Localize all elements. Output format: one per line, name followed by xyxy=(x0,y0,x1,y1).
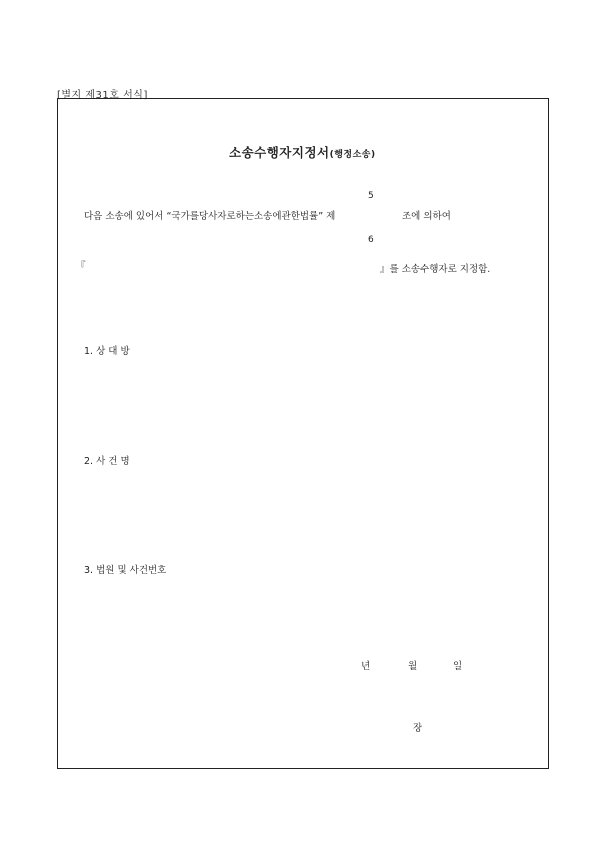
sub-number: 6 xyxy=(368,235,374,245)
date-month: 월 xyxy=(408,661,418,672)
statement-line-1-suffix: 조에 의하여 xyxy=(402,211,451,222)
document-title xyxy=(229,143,376,161)
form-label: [별지 제31호 서식] xyxy=(57,90,148,101)
article-number: 5 xyxy=(368,191,374,201)
form-frame xyxy=(57,98,549,769)
date-year: 년 xyxy=(361,661,371,672)
designee-open-bracket: 『 xyxy=(76,261,86,272)
date-day: 일 xyxy=(453,661,463,672)
section-court-case-number: 3. 법원 및 사건번호 xyxy=(84,565,167,576)
statement-line-2-suffix: 』를 소송수행자로 지정함. xyxy=(380,264,491,275)
section-case-name: 2. 사 건 명 xyxy=(84,456,130,467)
title-main: 소송수행자지정서 xyxy=(229,145,330,160)
section-opponent: 1. 상 대 방 xyxy=(84,346,130,357)
title-sub: (행정소송) xyxy=(329,150,376,160)
signer-title: 장 xyxy=(413,723,423,734)
statement-line-1: 다음 소송에 있어서 “국가를당사자로하는소송에관한법률” 제 xyxy=(84,211,336,222)
